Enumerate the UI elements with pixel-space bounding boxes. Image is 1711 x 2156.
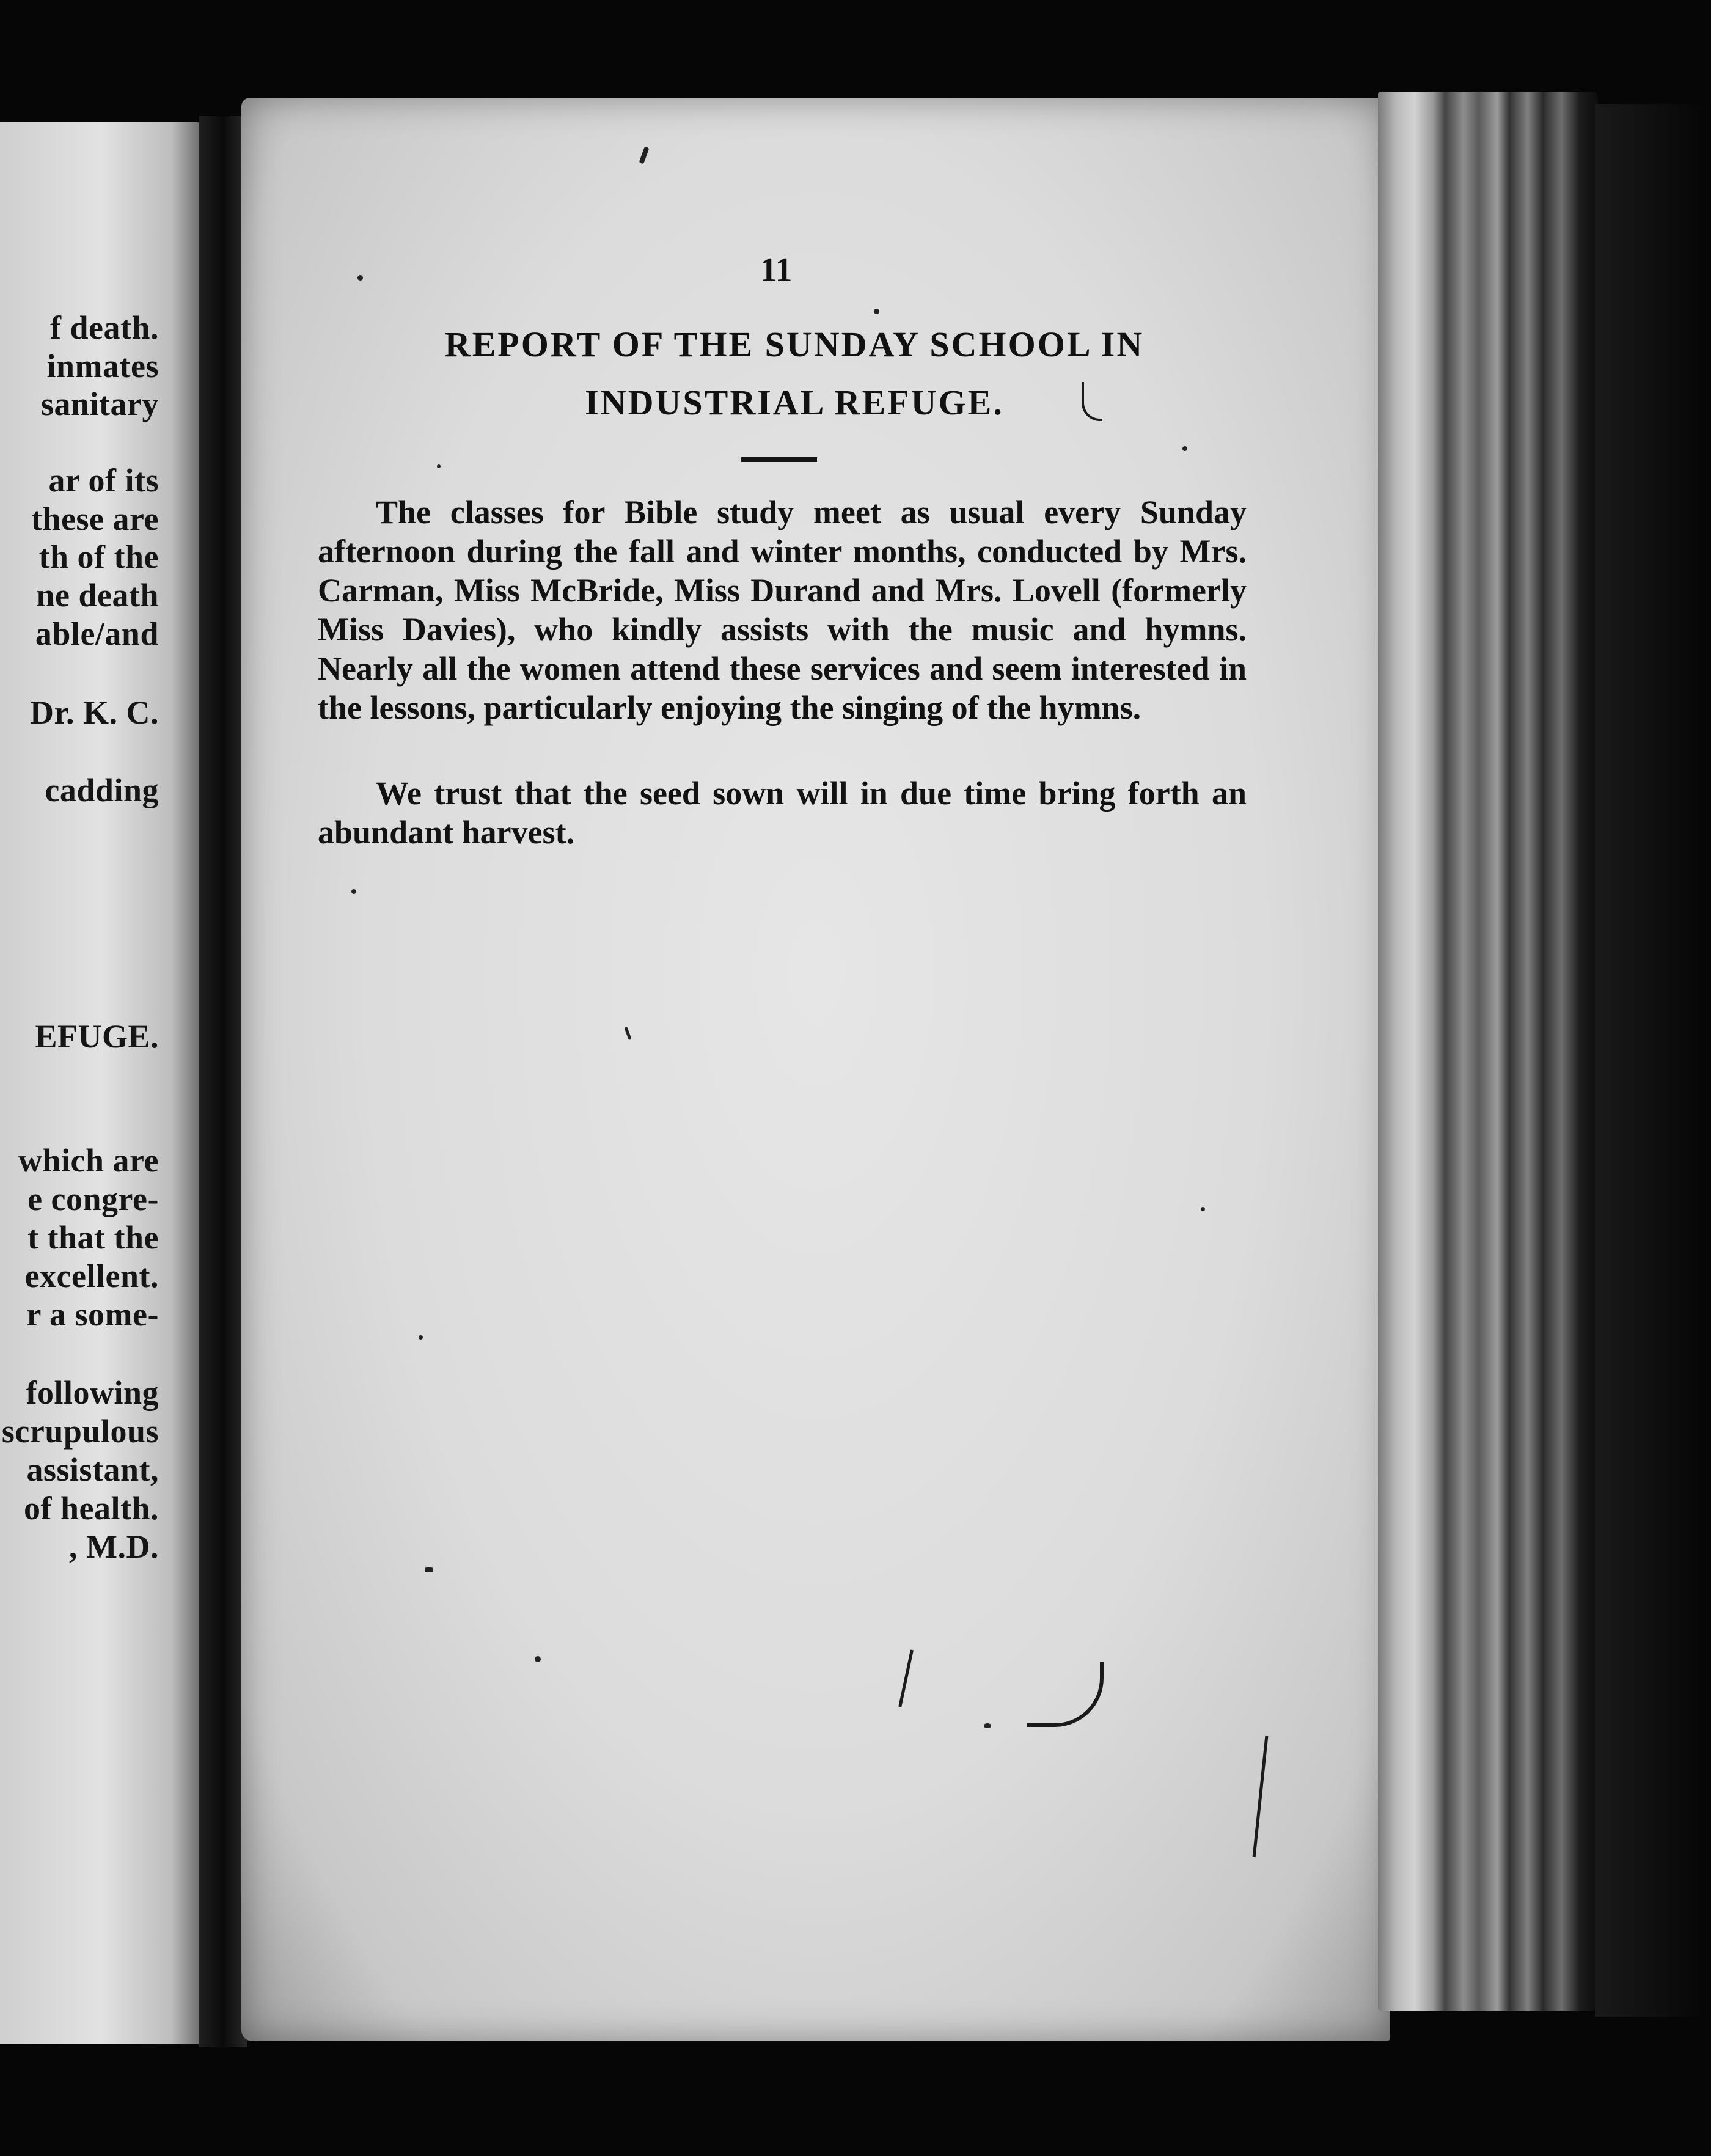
left-page-line: able/and bbox=[35, 615, 159, 652]
report-title-line-2: INDUSTRIAL REFUGE. bbox=[585, 383, 1004, 422]
page-number: 11 bbox=[760, 251, 793, 289]
left-page-line: following bbox=[26, 1374, 159, 1411]
left-page-line: of health. bbox=[24, 1490, 159, 1527]
left-page-line: scrupulous bbox=[1, 1413, 159, 1450]
left-page-line: f death. bbox=[50, 309, 159, 346]
left-page-line: assistant, bbox=[26, 1451, 159, 1488]
left-page-line: Dr. K. C. bbox=[29, 694, 159, 731]
left-page-line: ar of its bbox=[48, 462, 159, 499]
left-page-line: which are bbox=[18, 1142, 159, 1179]
left-page-line: inmates bbox=[46, 348, 159, 384]
book-cover-shadow bbox=[1595, 104, 1711, 2017]
book-gutter bbox=[199, 116, 247, 2047]
page-edges bbox=[1378, 92, 1598, 2011]
left-page-line: excellent. bbox=[24, 1258, 159, 1294]
report-title-line-1: REPORT OF THE SUNDAY SCHOOL IN bbox=[444, 324, 1145, 364]
previous-page-fragment bbox=[0, 122, 202, 2044]
left-page-line: cadding bbox=[45, 772, 159, 809]
left-page-line: r a some- bbox=[26, 1296, 159, 1333]
left-page-line: t that the bbox=[27, 1219, 159, 1256]
left-page-line: e congre- bbox=[27, 1181, 159, 1217]
left-page-line: , M.D. bbox=[69, 1528, 159, 1565]
left-page-line: these are bbox=[31, 501, 159, 537]
left-page-line: sanitary bbox=[41, 386, 159, 422]
left-page-line: EFUGE. bbox=[35, 1018, 159, 1055]
body-paragraph: We trust that the seed sown will in due time bring forth an abundant harvest. bbox=[318, 775, 1247, 851]
left-page-line: th of the bbox=[38, 538, 159, 575]
title-rule bbox=[741, 457, 817, 462]
body-paragraph: The classes for Bible study meet as usual every Sunday afternoon during the fall and winter months, conducted by Mrs. Carman, Miss McBride, Miss Durand and Mrs. Lovell (formerly Miss Davies), who kindly assists with the music and hymns. Nearly all the women attend these services and seem interested in the lessons, particularly enjoying the singing of the hymns. bbox=[318, 494, 1247, 726]
left-page-line: ne death bbox=[36, 577, 159, 614]
